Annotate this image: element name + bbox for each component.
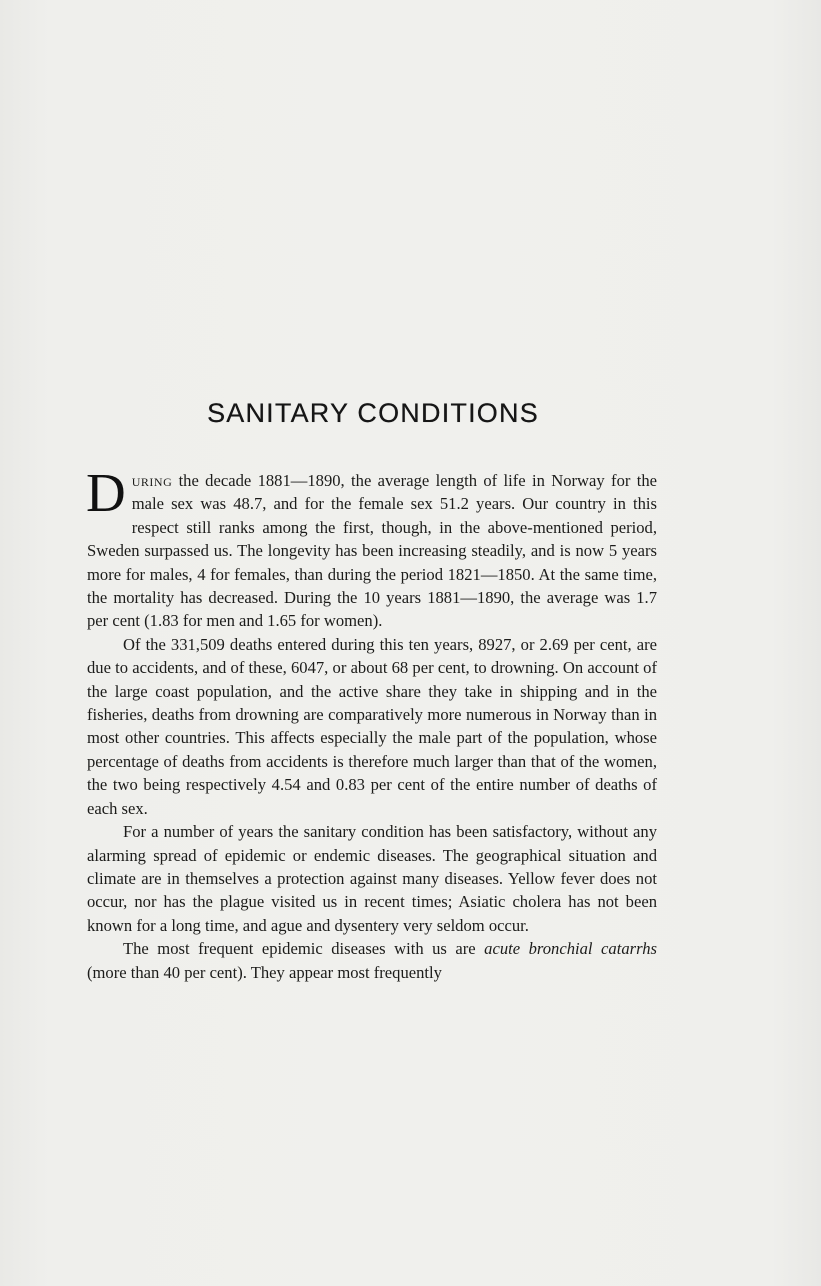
page-title: SANITARY CONDITIONS <box>207 398 539 428</box>
paragraph-4-before: The most frequent epidemic diseases with us are <box>123 939 485 959</box>
paragraph-3: For a number of years the sanitary condition has been satisfactory, without any alarming spread of epidemic or endemic diseases. The geographical situation and climate are in themselves a protection against many diseases. Yellow fever does not occur, nor has the plague visited us in recent times; Asiatic cholera has not been known for a long time, and ague and dysentery very seldom occur. <box>87 822 657 935</box>
paragraph-1-text: the decade 1881—1890, the average length of life in Norway for the male sex was 48.7, and for the female sex 51.2 years. Our country in this respect still ranks among the first, though, in the above-mentioned period, Sweden surpassed us. The longevity has been increasing steadily, and is now 5 years more for males, 4 for females, than during the period 1821—1850. At the same time, the mortality has decreased. During the 10 years 1881—1890, the average was 1.7 per cent (1.83 for men and 1.65 for women). <box>87 471 657 631</box>
paragraph-4 <box>87 937 657 984</box>
paragraph-1 <box>86 462 657 633</box>
paragraph-4-after: (more than 40 per cent). They appear most frequently <box>87 962 442 982</box>
body-text <box>86 462 657 984</box>
paragraph-2: Of the 331,509 deaths entered during this ten years, 8927, or 2.69 per cent, are due to accidents, and of these, 6047, or about 68 per cent, to drowning. On account of the large coast population, and the active share they take in shipping and in the fisheries, deaths from drowning are comparatively more numerous in Norway than in most other countries. This affects especially the male part of the population, whose percentage of deaths from accidents is therefore much larger than that of the women, the two being respectively 4.54 and 0.83 per cent of the entire number of deaths of each sex. <box>87 634 657 818</box>
paragraph-4-italic: acute bronchial catarrhs <box>484 939 657 959</box>
lead-word: uring <box>131 471 173 490</box>
drop-cap: D <box>86 462 126 523</box>
